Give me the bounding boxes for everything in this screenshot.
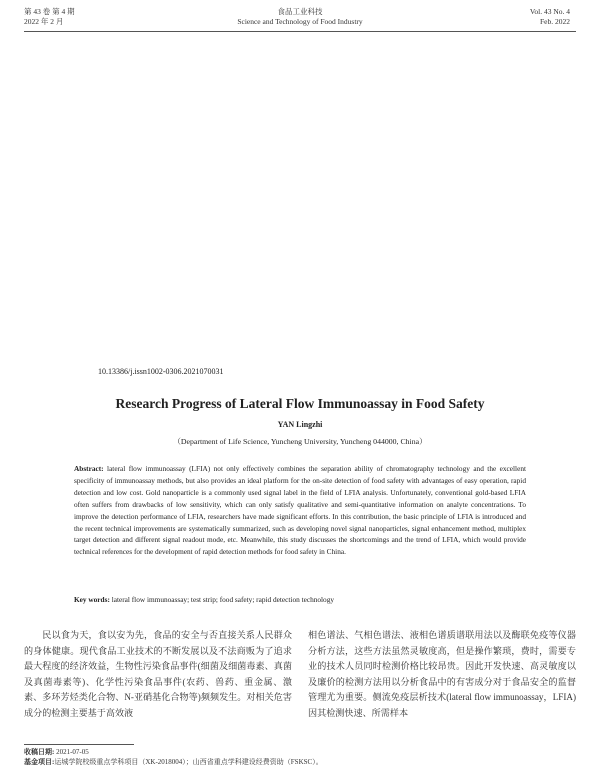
- body-column-left: 民以食为天，食以安为先，食品的安全与否直接关系人民群众的身体健康。现代食品工业技术的不断发展以及不法商贩为了追求最大程度的经济效益，生物性污染食品事件(细菌及细菌毒素、真菌及真菌毒素等)、化学性污染食品事件(农药、兽药、重金属、激素、多环芳烃类化合物、N-亚硝基化合物等)频频发生。对相关危害成分的检测主要基于高效液: [24, 630, 292, 718]
- journal-name: [0, 7, 600, 26]
- received-value: 2021-07-05: [56, 748, 89, 756]
- volume-issue: 第 43 卷 第 4 期: [24, 7, 75, 16]
- publication-date-en: Feb. 2022: [540, 16, 570, 26]
- volume-number-en: Vol. 43 No. 4: [529, 7, 570, 16]
- abstract-label: Abstract:: [74, 464, 104, 473]
- keywords-label: Key words:: [74, 595, 110, 604]
- received-label: 收稿日期:: [24, 748, 55, 756]
- header-divider: [24, 31, 576, 32]
- journal-name-cn: 食品工业科技: [277, 7, 323, 16]
- journal-name-en: Science and Technology of Food Industry: [237, 16, 363, 26]
- footnote-divider: [24, 744, 134, 745]
- article-title: Research Progress of Lateral Flow Immunoassay in Food Safety: [115, 396, 485, 411]
- received-date: [24, 747, 89, 757]
- abstract: [74, 463, 526, 558]
- affiliation: （Department of Life Science, Yuncheng University, Yuncheng 044000, China）: [173, 437, 427, 446]
- keywords-text: lateral flow immunoassay; test strip; food safety; rapid detection technology: [109, 595, 334, 604]
- body-column-right: 相色谱法、气相色谱法、液相色谱质谱联用法以及酶联免疫等仪器分析方法，这些方法虽然灵敏度高，但是操作繁琐，费时，需要专业的技术人员同时检测价格比较昂贵。因此开发快速、高灵敏度以及廉价的检测方法用以分析食品中的有害成分对于食品安全的监督管理尤为重要。侧流免疫层析技术(lateral flow immunoassay，LFIA)因其检测快速、所需样本: [308, 630, 576, 718]
- author: YAN Lingzhi: [277, 420, 323, 429]
- abstract-text: lateral flow immunoassay (LFIA) not only effectively combines the separation ability of chromatography technology and the excellent specificity of immunoassay methods, but also provides an ideal platform for the on-site detection of food safety with advantages of easy operation, rapid detection and low cost. Gold nanoparticle is a commonly used signal label in the field of LFIA analysis. Unfortunately, conventional gold-based LFIA often suffers from drawbacks of low sensitivity, which can only satisfy qualitative and semi-quantitative information on analyte concentrations. To improve the detection performance of LFIA, researchers have made significant efforts. In this contribution, the basic principle of LFIA is introduced and the recent technical improvements are systematically summarized, such as developing novel signal nanoparticles, signal enhancement method, multiplex target detection and different signal readout mode, etc. Meanwhile, this study discusses the shortcomings and the trend of LFIA, which would provide technical references for the development of rapid detection methods for food safety in China.: [74, 464, 526, 557]
- doi: 10.13386/j.issn1002-0306.2021070031: [98, 367, 224, 376]
- journal-volume-en: [530, 7, 570, 26]
- keywords: [74, 595, 526, 604]
- fund-value: 运城学院校级重点学科项目（XK-2018004）；山西省重点学科建设经费资助（FSKSC）。: [54, 758, 323, 766]
- fund-label: 基金项目:: [24, 758, 55, 766]
- publication-date-cn: 2022 年 2 月: [24, 16, 64, 26]
- fund-project: [24, 757, 323, 767]
